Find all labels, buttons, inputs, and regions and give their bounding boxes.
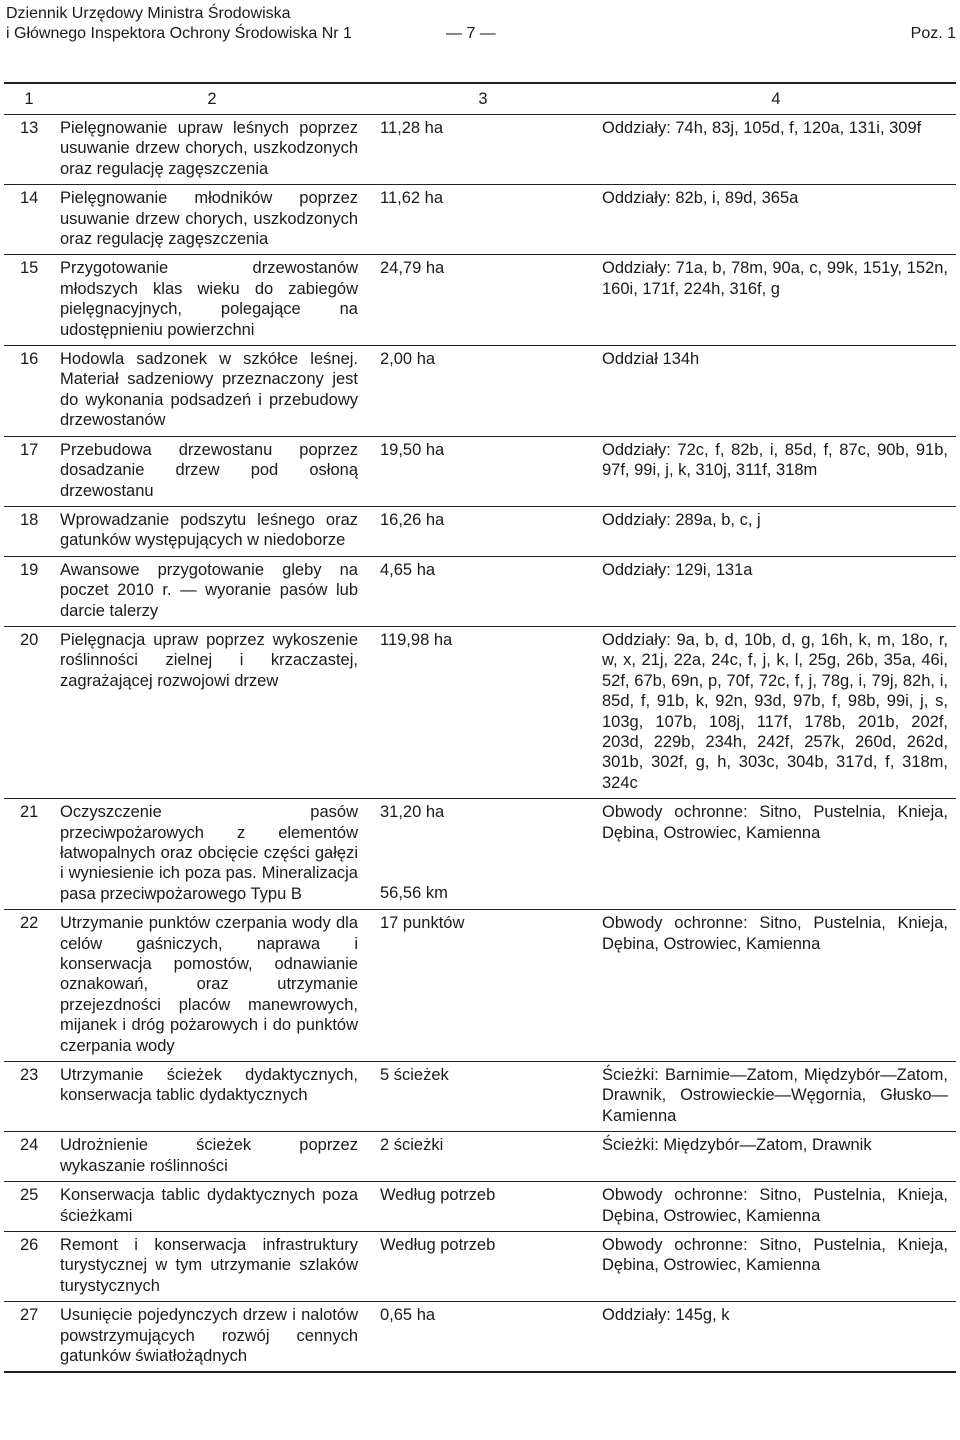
task-location: Oddziały: 82b, i, 89d, 365a — [596, 185, 956, 255]
task-location: Oddziały: 145g, k — [596, 1302, 956, 1373]
task-name: Hodowla sadzonek w szkółce leśnej. Materiał sadzeniowy przeznaczony jest do wykonania podsadzeń i przebudowy drzewostanów — [54, 346, 370, 437]
task-quantity: 119,98 ha — [370, 626, 596, 798]
task-quantity: 16,26 ha — [370, 506, 596, 556]
row-number: 24 — [4, 1132, 54, 1182]
task-quantity — [370, 799, 596, 910]
table-row — [4, 799, 956, 910]
table-header-row — [4, 83, 956, 115]
task-location: Obwody ochronne: Sitno, Pustelnia, Knieja, Dębina, Ostrowiec, Kamienna — [596, 1182, 956, 1232]
task-location: Ścieżki: Barnimie—Zatom, Międzybór—Zatom, Drawnik, Ostrowieckie—Węgornia, Głusko—Kamienna — [596, 1062, 956, 1132]
row-number: 26 — [4, 1231, 54, 1301]
table-row — [4, 185, 956, 255]
task-location: Obwody ochronne: Sitno, Pustelnia, Knieja, Dębina, Ostrowiec, Kamienna — [596, 910, 956, 1062]
page-number: — 7 — — [446, 25, 496, 42]
task-quantity: Według potrzeb — [370, 1182, 596, 1232]
task-quantity: 19,50 ha — [370, 436, 596, 506]
task-location: Oddziały: 289a, b, c, j — [596, 506, 956, 556]
row-number: 21 — [4, 799, 54, 910]
task-name: Remont i konserwacja infrastruktury turystycznej w tym utrzymanie szlaków turystycznych — [54, 1231, 370, 1301]
task-quantity-1: 31,20 ha — [380, 803, 445, 822]
table-row — [4, 1062, 956, 1132]
journal-title-line-2: i Głównego Inspektora Ochrony Środowiska Nr 1 — [6, 25, 352, 42]
task-name: Utrzymanie punktów czerpania wody dla celów gaśniczych, naprawa i konserwacja pomostów, odnawianie oznakowań, oraz utrzymanie przejezdności placów manewrowych, mijanek i dróg pożarowych i do punktów czerpania wody — [54, 910, 370, 1062]
row-number: 25 — [4, 1182, 54, 1232]
task-quantity: 4,65 ha — [370, 556, 596, 626]
task-name: Awansowe przygotowanie gleby na poczet 2010 r. — wyoranie pasów lub darcie talerzy — [54, 556, 370, 626]
task-location: Oddział 134h — [596, 346, 956, 437]
task-name: Pielęgnowanie młodników poprzez usuwanie drzew chorych, uszkodzonych oraz regulację zagęszczenia — [54, 185, 370, 255]
row-number: 16 — [4, 346, 54, 437]
task-name-part-1: Oczyszczenie pasów przeciwpożarowych z elementów łatwopalnych oraz obcięcie części gałęzi i wyniesienie ich poza pas. — [60, 803, 358, 883]
table-row — [4, 556, 956, 626]
table-row — [4, 1132, 956, 1182]
row-number: 27 — [4, 1302, 54, 1373]
task-quantity-2: 56,56 km — [380, 883, 448, 902]
task-quantity: 11,28 ha — [370, 115, 596, 185]
task-name: Konserwacja tablic dydaktycznych poza ścieżkami — [54, 1182, 370, 1232]
quantity-spacer — [380, 823, 590, 843]
task-name: Wprowadzanie podszytu leśnego oraz gatunków występujących w niedoborze — [54, 506, 370, 556]
task-quantity: 2,00 ha — [370, 346, 596, 437]
row-number: 13 — [4, 115, 54, 185]
row-number: 19 — [4, 556, 54, 626]
task-name: Utrzymanie ścieżek dydaktycznych, konserwacja tablic dydaktycznych — [54, 1062, 370, 1132]
task-name: Pielęgnacja upraw poprzez wykoszenie roślinności zielnej i krzaczastej, zagrażającej rozwojowi drzew — [54, 626, 370, 798]
task-quantity: 5 ścieżek — [370, 1062, 596, 1132]
task-location: Obwody ochronne: Sitno, Pustelnia, Knieja, Dębina, Ostrowiec, Kamienna — [596, 1231, 956, 1301]
task-location: Oddziały: 9a, b, d, 10b, d, g, 16h, k, m, 18o, r, w, x, 21j, 22a, 24c, f, j, k, l, 25g, 26b, 35a, 46i, 52f, 67b, 69n, p, 70f, 72c, f, j, 78g, i, 79j, 82h, i, 85d, f, 91b, k, 92n, 93d, 97b, f, 98b, 99i, j, s, 103g, 107b, 108j, 117f, 178b, 201b, 202f, 203d, 229b, 234h, 242f, 257k, 260d, 262d, 301b, 302f, g, h, 303c, 304b, 317d, f, 318m, 324c — [596, 626, 956, 798]
row-number: 23 — [4, 1062, 54, 1132]
table-row — [4, 506, 956, 556]
row-number: 18 — [4, 506, 54, 556]
column-header-3: 3 — [370, 83, 596, 115]
task-location: Oddziały: 71a, b, 78m, 90a, c, 99k, 151y, 152n, 160i, 171f, 224h, 316f, g — [596, 255, 956, 346]
protection-tasks-table — [4, 82, 956, 1373]
task-location: Ścieżki: Międzybór—Zatom, Drawnik — [596, 1132, 956, 1182]
task-name: Udrożnienie ścieżek poprzez wykaszanie roślinności — [54, 1132, 370, 1182]
task-name: Usunięcie pojedynczych drzew i nalotów powstrzymujących rozwój cennych gatunków światłożądnych — [54, 1302, 370, 1373]
task-name: Pielęgnowanie upraw leśnych poprzez usuwanie drzew chorych, uszkodzonych oraz regulację zagęszczenia — [54, 115, 370, 185]
task-name: Przygotowanie drzewostanów młodszych klas wieku do zabiegów pielęgnacyjnych, polegające na udostępnieniu powierzchni — [54, 255, 370, 346]
task-quantity: 17 punktów — [370, 910, 596, 1062]
table-row — [4, 115, 956, 185]
column-header-2: 2 — [54, 83, 370, 115]
task-name — [54, 799, 370, 910]
table-row — [4, 1302, 956, 1373]
task-quantity: 2 ścieżki — [370, 1132, 596, 1182]
row-number: 22 — [4, 910, 54, 1062]
table-row — [4, 1182, 956, 1232]
table-row — [4, 1231, 956, 1301]
task-quantity: 24,79 ha — [370, 255, 596, 346]
task-location: Oddziały: 129i, 131a — [596, 556, 956, 626]
task-location: Obwody ochronne: Sitno, Pustelnia, Knieja, Dębina, Ostrowiec, Kamienna — [596, 799, 956, 910]
task-quantity: 0,65 ha — [370, 1302, 596, 1373]
table-row — [4, 910, 956, 1062]
page-header — [6, 4, 956, 44]
quantity-spacer — [380, 863, 590, 883]
table-row — [4, 346, 956, 437]
task-location: Oddziały: 74h, 83j, 105d, f, 120a, 131i, 309f — [596, 115, 956, 185]
table-row — [4, 626, 956, 798]
column-header-4: 4 — [596, 83, 956, 115]
row-number: 14 — [4, 185, 54, 255]
task-quantity: Według potrzeb — [370, 1231, 596, 1301]
quantity-spacer — [380, 843, 590, 863]
position-number: Poz. 1 — [910, 25, 956, 42]
task-name-part-2: Mineralizacja pasa przeciwpożarowego Typu B — [60, 864, 358, 903]
task-quantity: 11,62 ha — [370, 185, 596, 255]
table-row — [4, 436, 956, 506]
column-header-1: 1 — [4, 83, 54, 115]
task-location: Oddziały: 72c, f, 82b, i, 85d, f, 87c, 90b, 91b, 97f, 99i, j, k, 310j, 311f, 318m — [596, 436, 956, 506]
row-number: 17 — [4, 436, 54, 506]
row-number: 15 — [4, 255, 54, 346]
journal-title-line-1: Dziennik Urzędowy Ministra Środowiska — [6, 5, 291, 22]
row-number: 20 — [4, 626, 54, 798]
task-name: Przebudowa drzewostanu poprzez dosadzanie drzew pod osłoną drzewostanu — [54, 436, 370, 506]
table-row — [4, 255, 956, 346]
